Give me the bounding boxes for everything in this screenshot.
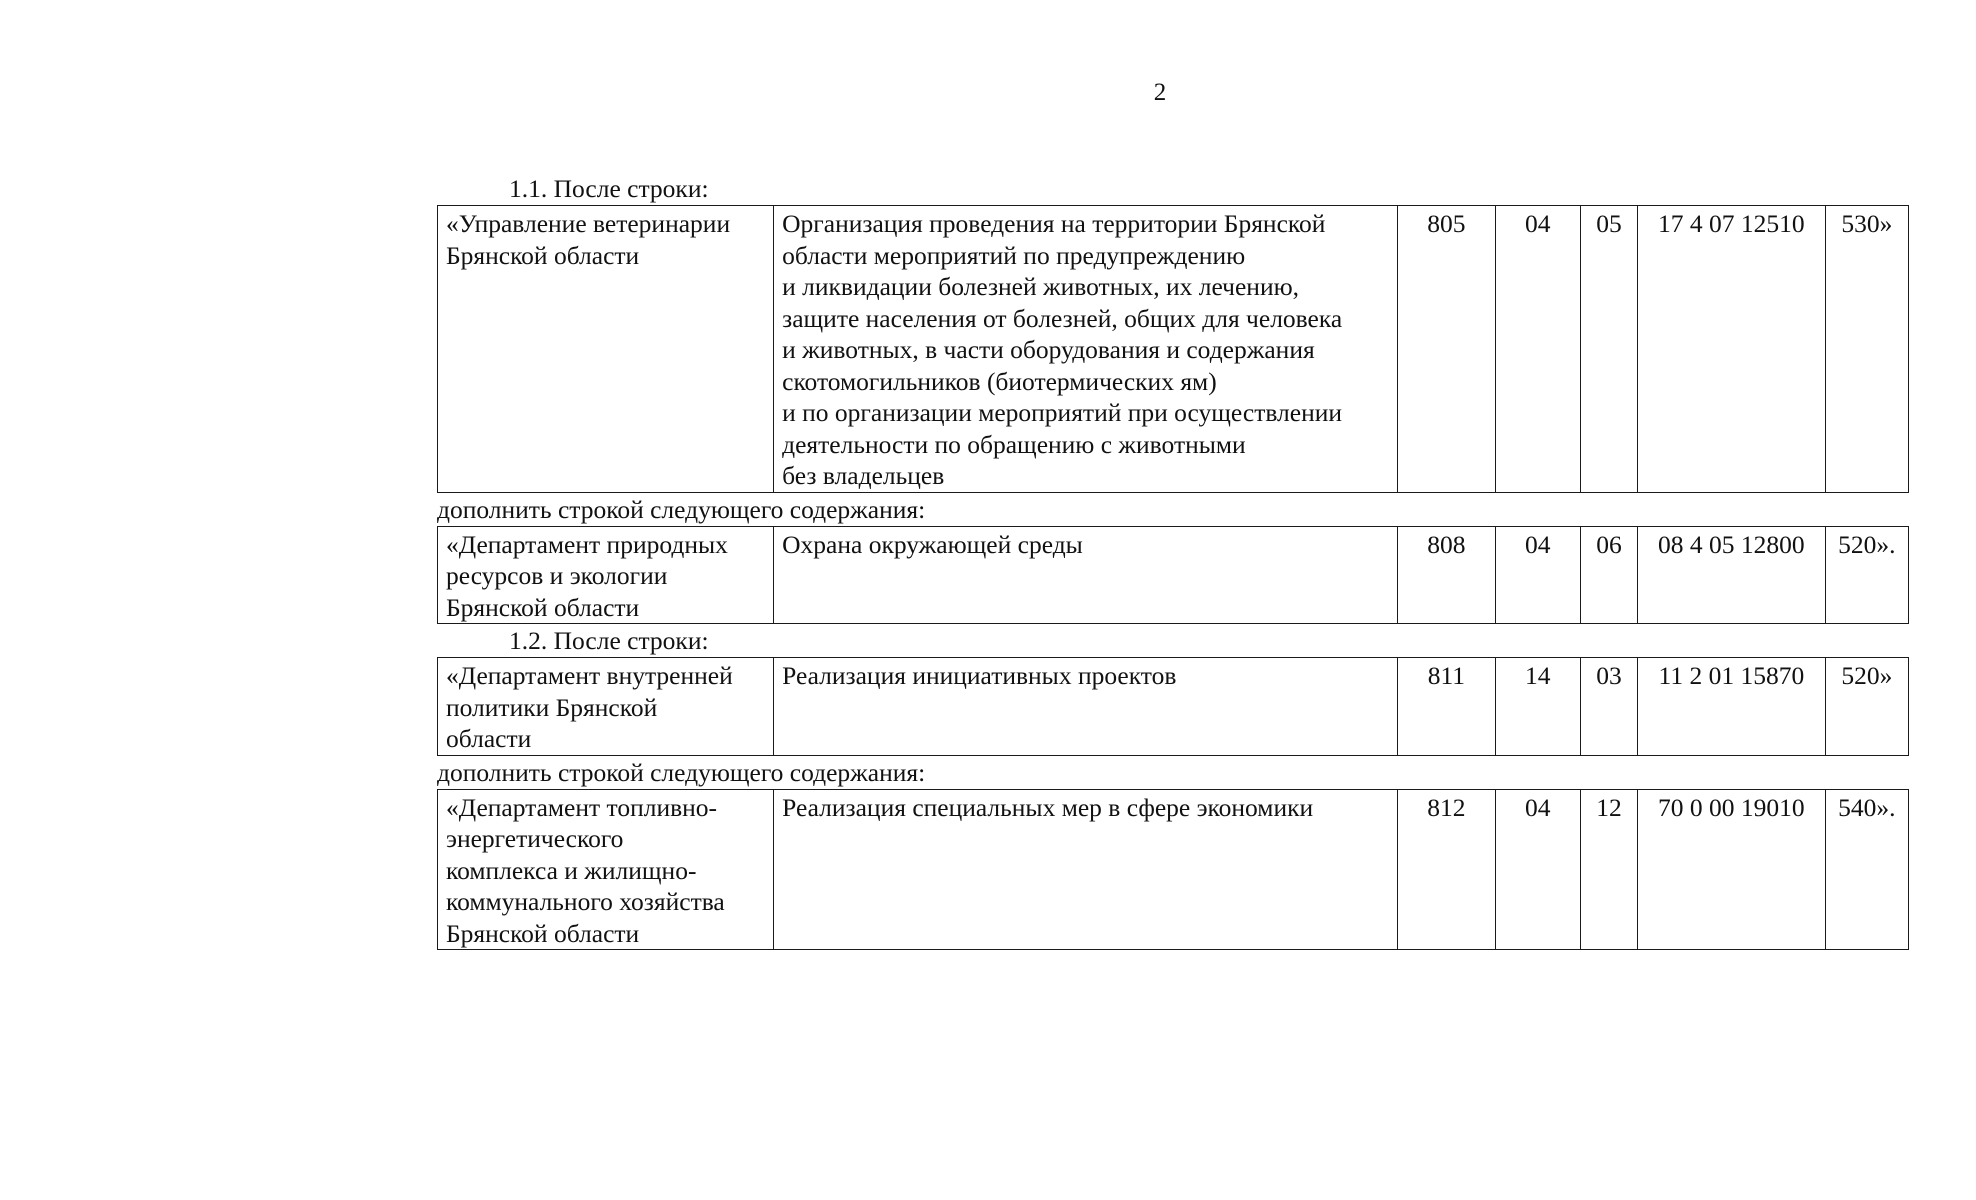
description-cell — [774, 789, 1398, 950]
expense-type-cell: 530» — [1825, 206, 1908, 493]
subsection-code-cell: 03 — [1580, 658, 1637, 756]
document-body — [437, 172, 1909, 950]
budget-table — [437, 657, 1909, 756]
expense-type-cell: 520» — [1825, 658, 1908, 756]
ministry-code-cell: 811 — [1398, 658, 1495, 756]
expense-type-cell: 540». — [1825, 789, 1908, 950]
budget-table — [437, 205, 1909, 493]
target-article-cell: 11 2 01 15870 — [1638, 658, 1826, 756]
description-cell — [774, 658, 1398, 756]
expense-description: Реализация специальных мер в сфере экономики — [782, 792, 1314, 822]
section-caption: 1.2. После строки: — [509, 626, 709, 655]
description-cell — [774, 526, 1398, 624]
organization-cell — [438, 526, 774, 624]
section-code-cell: 04 — [1495, 206, 1580, 493]
section-caption: дополнить строкой следующего содержания: — [437, 757, 926, 787]
target-article-cell: 17 4 07 12510 — [1638, 206, 1826, 493]
expense-type-cell: 520». — [1825, 526, 1908, 624]
expense-description: Реализация инициативных проектов — [782, 661, 1177, 690]
organization-name: «Департамент природных ресурсов и экологии Брянской области — [446, 529, 728, 622]
section-code-cell: 04 — [1495, 789, 1580, 950]
page-number: 2 — [1153, 79, 1167, 106]
target-article-cell: 70 0 00 19010 — [1638, 789, 1826, 950]
budget-table — [437, 789, 1909, 951]
description-cell — [774, 206, 1398, 493]
organization-cell — [438, 658, 774, 756]
organization-cell — [438, 206, 774, 493]
organization-cell — [438, 789, 774, 950]
table-row — [438, 206, 1909, 493]
organization-name: «Департамент внутренней политики Брянской области — [446, 661, 733, 753]
subsection-code-cell: 12 — [1580, 789, 1637, 950]
expense-description: Организация проведения на территории Брянской области мероприятий по предупреждению и ликвидации болезней животных, их лечению, защите населения от болезней, общих для человека и животных, в части оборудования и содержания скотомогильников (биотермических ям) и по организации мероприятий при осуществлении деятельности по обращению с животными без владельцев — [782, 209, 1343, 490]
ministry-code-cell: 808 — [1398, 526, 1495, 624]
subsection-code-cell: 05 — [1580, 206, 1637, 493]
table-row — [438, 658, 1909, 756]
ministry-code-cell: 805 — [1398, 206, 1495, 493]
organization-name: «Департамент топливно- энергетического комплекса и жилищно- коммунального хозяйства Брянской области — [446, 792, 725, 948]
table-row — [438, 789, 1909, 950]
section-caption: 1.1. После строки: — [509, 174, 709, 203]
expense-description: Охрана окружающей среды — [782, 529, 1083, 559]
budget-table — [437, 526, 1909, 625]
section-code-cell: 14 — [1495, 658, 1580, 756]
organization-name: «Управление ветеринарии Брянской области — [446, 209, 731, 270]
table-row — [438, 526, 1909, 624]
subsection-code-cell: 06 — [1580, 526, 1637, 624]
ministry-code-cell: 812 — [1398, 789, 1495, 950]
section-caption: дополнить строкой следующего содержания: — [437, 494, 926, 524]
section-code-cell: 04 — [1495, 526, 1580, 624]
target-article-cell: 08 4 05 12800 — [1638, 526, 1826, 624]
